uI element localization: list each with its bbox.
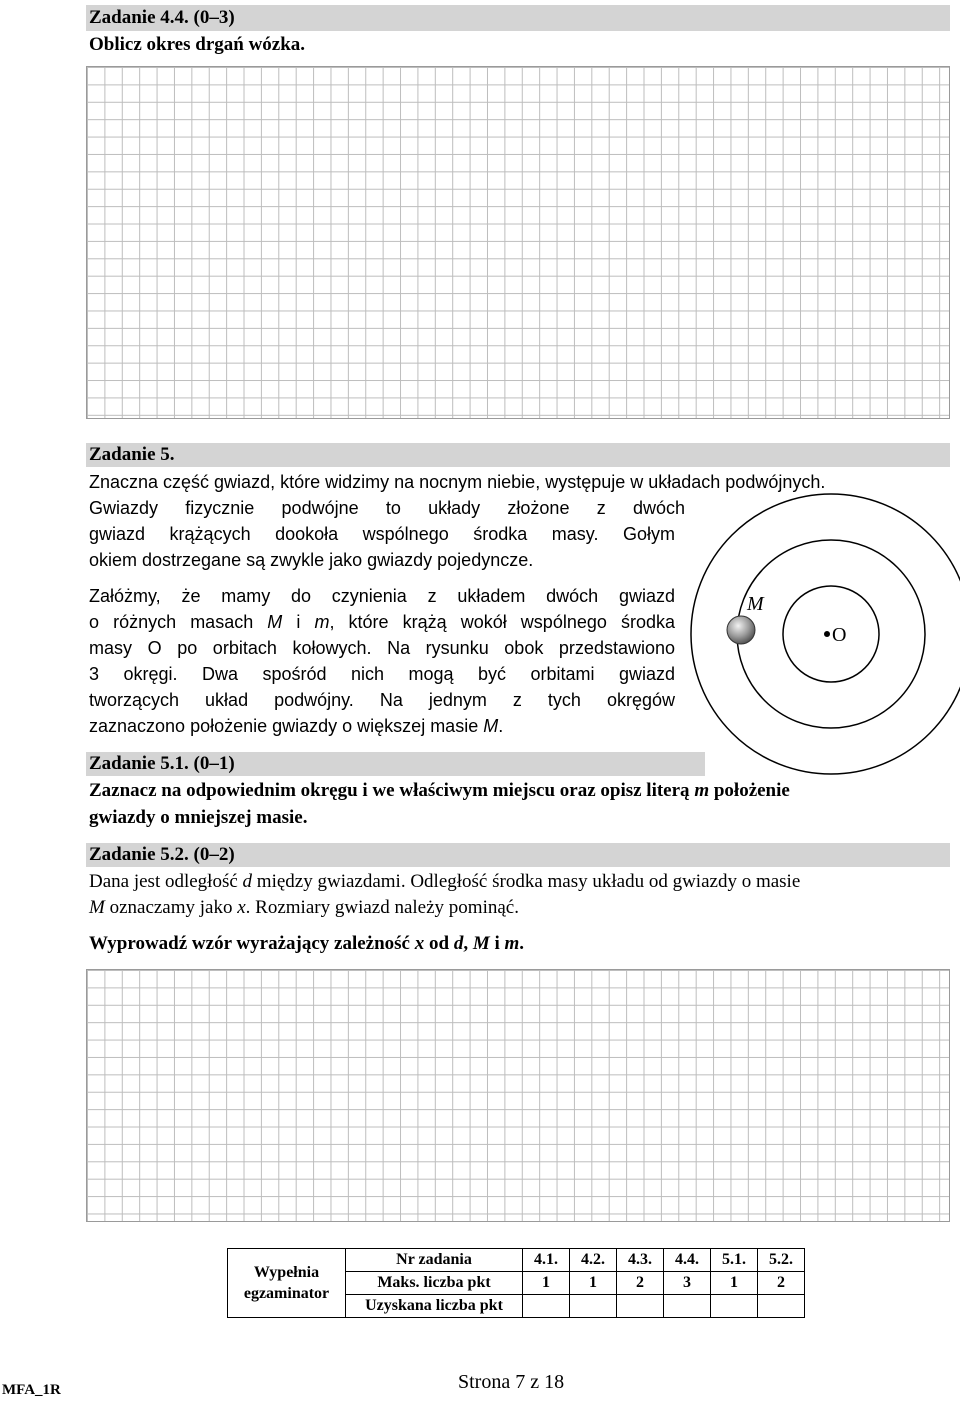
task-5-intro-line4: okiem dostrzegane są zwykle jako gwiazdy pojedyncze. <box>89 550 534 570</box>
obtained-points-cell[interactable] <box>617 1295 664 1318</box>
line1-text-a: Dana jest odległość <box>89 871 243 892</box>
instruction-text-c: , <box>463 933 473 954</box>
symbol-d: d <box>453 933 464 954</box>
task-number-cell: 5.2. <box>758 1249 805 1272</box>
obtained-points-cell[interactable] <box>570 1295 617 1318</box>
answer-grid-5-2[interactable] <box>86 969 950 1222</box>
instruction-text-d: i <box>489 933 505 954</box>
task-5-1-header <box>86 752 705 776</box>
row-label-obtained-points: Uzyskana liczba pkt <box>346 1295 523 1318</box>
examiner-label <box>228 1249 346 1318</box>
line1-text-b: między gwiazdami. Odległość środka masy układu od gwiazdy o masie <box>252 871 801 892</box>
instruction-text-b: położenie <box>709 780 790 801</box>
max-points-cell: 1 <box>570 1272 617 1295</box>
task-5-intro-line3: gwiazd krążących dookoła wspólnego środka masy. Gołym <box>89 524 675 544</box>
obtained-points-cell[interactable] <box>664 1295 711 1318</box>
task-number-cell: 4.1. <box>523 1249 570 1272</box>
para-line6-text-b: . <box>498 716 504 736</box>
obtained-points-cell[interactable] <box>523 1295 570 1318</box>
symbol-M: M <box>89 897 105 918</box>
symbol-M: M <box>483 716 499 736</box>
symbol-m: m <box>694 780 710 801</box>
instruction-text-a: Zaznacz na odpowiednim okręgu i we właściwym miejscu oraz opisz literą <box>89 780 695 801</box>
task-5-2-line1 <box>89 869 949 895</box>
task-5-1-title: Zadanie 5.1. (0–1) <box>89 753 235 774</box>
max-points-cell: 2 <box>758 1272 805 1295</box>
symbol-x: x <box>237 897 246 918</box>
max-points-cell: 3 <box>664 1272 711 1295</box>
task-5-2-instruction <box>89 931 524 957</box>
task-4-4-title: Zadanie 4.4. (0–3) <box>89 7 235 28</box>
page-number: Strona 7 z 18 <box>458 1371 565 1393</box>
max-points-cell: 2 <box>617 1272 664 1295</box>
examiner-score-table <box>227 1248 805 1318</box>
para-line6-text-a: zaznaczono położenie gwiazdy o większej masie <box>89 716 484 736</box>
examiner-label-line2: egzaminator <box>243 1285 330 1302</box>
task-5-title: Zadanie 5. <box>89 444 175 465</box>
row-label-max-points: Maks. liczba pkt <box>346 1272 523 1295</box>
label-O: O <box>832 624 847 646</box>
task-5-para-line3: masy O po orbitach kołowych. Na rysunku obok przedstawiono <box>89 638 675 658</box>
symbol-x: x <box>414 933 425 954</box>
max-points-cell: 1 <box>711 1272 758 1295</box>
task-5-intro-line2: Gwiazdy fizycznie podwójne to układy złożone z dwóch <box>89 498 685 518</box>
line2-text-b: . Rozmiary gwiazd należy pominąć. <box>245 897 519 918</box>
para-line2-text-c: , które krążą wokół wspólnego środka <box>329 612 675 632</box>
symbol-m: m <box>504 933 520 954</box>
line2-text-a: oznaczamy jako <box>104 897 238 918</box>
task-5-header <box>86 443 950 467</box>
examiner-label-line1: Wypełnia <box>253 1264 320 1281</box>
task-4-4-instruction: Oblicz okres drgań wózka. <box>89 34 306 55</box>
instruction-text-e: . <box>519 933 525 954</box>
task-5-para-line1: Załóżmy, że mamy do czynienia z układem dwóch gwiazd <box>89 586 675 606</box>
task-5-2-line2 <box>89 895 519 921</box>
symbol-M: M <box>472 933 490 954</box>
para-line2-text-a: o różnych masach <box>89 612 268 632</box>
max-points-cell: 1 <box>523 1272 570 1295</box>
task-5-para-line2 <box>89 609 675 635</box>
task-5-para-line6 <box>89 713 503 739</box>
task-5-2-header <box>86 843 950 867</box>
task-5-para-line4: 3 okręgi. Dwa spośród nich mogą być orbitami gwiazd <box>89 664 675 684</box>
task-5-2-title: Zadanie 5.2. (0–2) <box>89 844 235 865</box>
task-5-1-instruction-line1 <box>89 778 949 804</box>
task-number-cell: 4.3. <box>617 1249 664 1272</box>
middle-orbit[interactable] <box>737 540 925 728</box>
task-5-intro-line1: Znaczna część gwiazd, które widzimy na nocnym niebie, występuje w układach podwójnych. <box>89 472 826 492</box>
center-of-mass-dot <box>824 631 830 637</box>
answer-grid-4-4[interactable] <box>86 66 950 419</box>
instruction-text-b: od <box>424 933 454 954</box>
obtained-points-cell[interactable] <box>711 1295 758 1318</box>
task-number-cell: 4.2. <box>570 1249 617 1272</box>
inner-orbit[interactable] <box>783 586 879 682</box>
row-label-task-number: Nr zadania <box>346 1249 523 1272</box>
orbits-figure[interactable] <box>690 490 960 782</box>
exam-code: MFA_1R <box>2 1382 61 1398</box>
task-4-4-header <box>86 5 950 31</box>
symbol-d: d <box>242 871 253 892</box>
task-5-1-instruction-line2: gwiazdy o mniejszej masie. <box>89 807 308 828</box>
obtained-points-cell[interactable] <box>758 1295 805 1318</box>
star-M <box>727 616 755 644</box>
symbol-m: m <box>314 612 330 632</box>
label-M: M <box>747 593 764 615</box>
symbol-M: M <box>267 612 283 632</box>
task-number-cell: 5.1. <box>711 1249 758 1272</box>
para-line2-text-b: i <box>282 612 315 632</box>
instruction-text-a: Wyprowadź wzór wyrażający zależność <box>89 933 415 954</box>
task-number-cell: 4.4. <box>664 1249 711 1272</box>
task-5-para-line5: tworzących układ podwójny. Na jednym z tych okręgów <box>89 690 675 710</box>
